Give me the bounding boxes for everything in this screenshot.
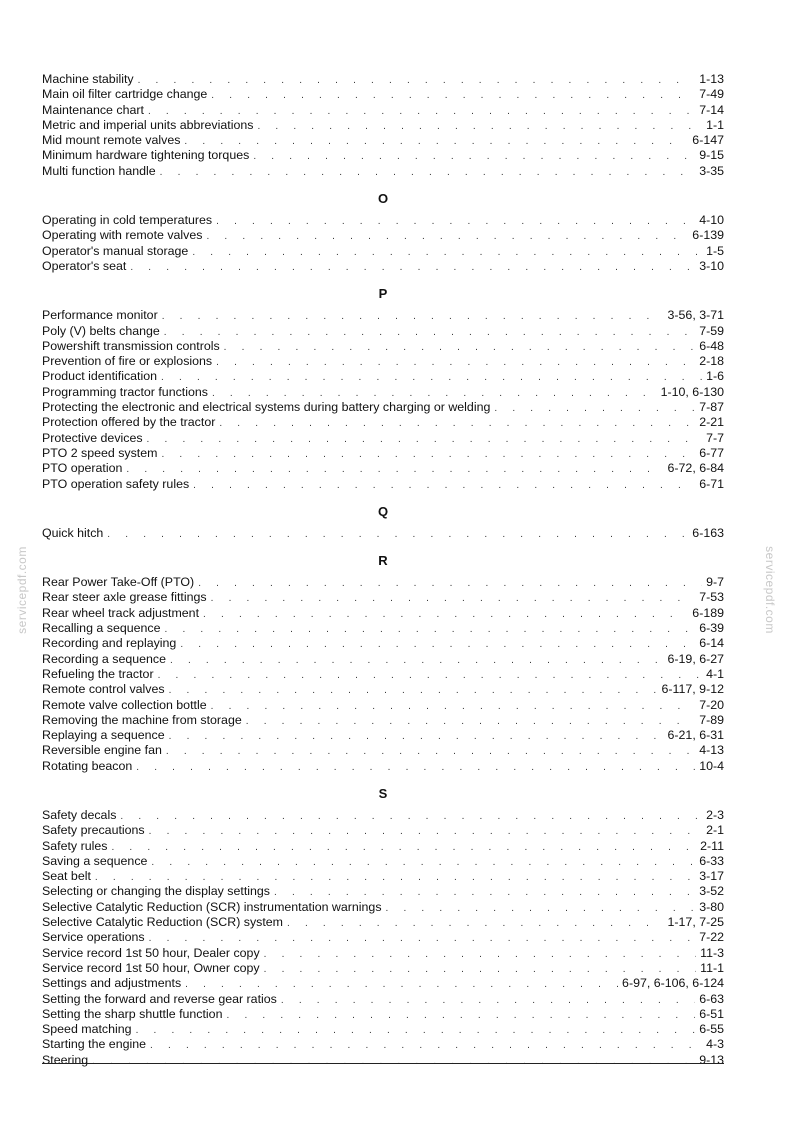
entry-page-numbers: 6-97, 6-106, 6-124	[622, 976, 724, 991]
index-entry	[42, 461, 724, 476]
entry-topic: PTO operation safety rules	[42, 476, 190, 491]
entry-page-numbers: 2-1	[706, 823, 724, 838]
dot-leader	[193, 478, 695, 493]
entry-page-numbers: 6-39	[699, 621, 724, 636]
index-entry	[42, 339, 724, 354]
entry-page-numbers: 3-10	[699, 258, 724, 273]
entry-topic: Operator's manual storage	[42, 243, 189, 258]
entry-page-numbers: 1-1	[706, 117, 724, 132]
index-entry	[42, 400, 724, 415]
index-entry	[42, 385, 724, 400]
index-entry	[42, 590, 724, 605]
entry-topic: Settings and adjustments	[42, 976, 182, 991]
entry-page-numbers: 1-5	[706, 243, 724, 258]
dot-leader	[185, 977, 618, 992]
entry-page-numbers: 4-3	[706, 1037, 724, 1052]
entry-topic: Poly (V) belts change	[42, 323, 160, 338]
section-letter-heading: Q	[377, 503, 389, 519]
entry-topic: Steering	[42, 1052, 89, 1067]
index-entry	[42, 869, 724, 884]
watermark-left: servicepdf.com	[15, 546, 29, 634]
entry-topic: Service record 1st 50 hour, Owner copy	[42, 960, 260, 975]
dot-leader	[219, 416, 695, 431]
entry-page-numbers: 6-21, 6-31	[667, 728, 724, 743]
dot-leader	[158, 668, 703, 683]
dot-leader	[211, 88, 695, 103]
entry-topic: Setting the sharp shuttle function	[42, 1006, 223, 1021]
dot-leader	[162, 309, 664, 324]
entry-topic: Rotating beacon	[42, 758, 133, 773]
entry-topic: Selecting or changing the display settings	[42, 884, 270, 899]
index-entry	[42, 415, 724, 430]
footer-rule	[42, 1063, 724, 1064]
index-section	[42, 504, 724, 541]
entry-page-numbers: 7-20	[699, 697, 724, 712]
index-entry	[42, 992, 724, 1007]
entry-topic: Refueling the tractor	[42, 666, 154, 681]
entry-page-numbers: 3-35	[699, 163, 724, 178]
entry-page-numbers: 9-13	[699, 1052, 724, 1067]
watermark-right: servicepdf.com	[763, 546, 777, 634]
dot-leader	[95, 870, 695, 885]
index-entry	[42, 652, 724, 667]
entry-topic: Removing the machine from storage	[42, 712, 242, 727]
entry-page-numbers: 7-49	[699, 87, 724, 102]
dot-leader	[166, 744, 695, 759]
index-entry	[42, 308, 724, 323]
entry-page-numbers: 6-55	[699, 1022, 724, 1037]
dot-leader	[138, 73, 696, 88]
dot-leader	[253, 149, 695, 164]
entry-topic: Selective Catalytic Reduction (SCR) system	[42, 915, 284, 930]
dot-leader	[203, 607, 688, 622]
index-entry	[42, 930, 724, 945]
index-entry	[42, 961, 724, 976]
index-section	[42, 286, 724, 492]
entry-page-numbers: 6-48	[699, 338, 724, 353]
dot-leader	[211, 591, 696, 606]
section-letter-heading: R	[378, 553, 388, 569]
index-entry	[42, 606, 724, 621]
dot-leader	[136, 1023, 696, 1038]
dot-leader	[216, 214, 695, 229]
entry-topic: PTO 2 speed system	[42, 445, 158, 460]
entry-topic: Product identification	[42, 369, 158, 384]
entry-page-numbers: 6-19, 6-27	[667, 651, 724, 666]
entry-topic: Operating in cold temperatures	[42, 213, 213, 228]
entry-page-numbers: 6-63	[699, 991, 724, 1006]
entry-topic: Metric and imperial units abbreviations	[42, 117, 254, 132]
entry-page-numbers: 6-77	[699, 445, 724, 460]
entry-topic: Selective Catalytic Reduction (SCR) instrumentation warnings	[42, 899, 382, 914]
index-entry	[42, 621, 724, 636]
dot-leader	[160, 165, 696, 180]
entry-page-numbers: 11-1	[700, 960, 724, 975]
index-entry	[42, 259, 724, 274]
index-entry	[42, 103, 724, 118]
entry-page-numbers: 2-3	[706, 807, 724, 822]
index-entry	[42, 431, 724, 446]
index-entry	[42, 244, 724, 259]
dot-leader	[216, 355, 695, 370]
entry-page-numbers: 7-59	[699, 323, 724, 338]
index-section	[42, 191, 724, 274]
dot-leader	[120, 809, 702, 824]
entry-topic: Recording a sequence	[42, 651, 166, 666]
dot-leader	[126, 462, 663, 477]
dot-leader	[246, 714, 695, 729]
entry-topic: Prevention of fire or explosions	[42, 354, 213, 369]
entry-page-numbers: 2-18	[699, 354, 724, 369]
entry-topic: Maintenance chart	[42, 102, 144, 117]
entry-topic: Rear Power Take-Off (PTO)	[42, 575, 195, 590]
index-entry	[42, 682, 724, 697]
index-entry	[42, 1053, 724, 1068]
index-entry	[42, 369, 724, 384]
dot-leader	[264, 947, 696, 962]
dot-leader	[206, 229, 688, 244]
index-content	[42, 72, 724, 1068]
dot-leader	[180, 637, 695, 652]
index-entry	[42, 839, 724, 854]
entry-page-numbers: 6-51	[699, 1006, 724, 1021]
index-entry	[42, 228, 724, 243]
index-section	[42, 786, 724, 1068]
entry-page-numbers: 1-10, 6-130	[660, 384, 724, 399]
entry-page-numbers: 6-71	[699, 476, 724, 491]
entry-topic: Protecting the electronic and electrical systems during battery charging or welding	[42, 400, 491, 415]
entry-topic: Programming tractor functions	[42, 384, 208, 399]
index-entry	[42, 884, 724, 899]
index-entry	[42, 133, 724, 148]
dot-leader	[287, 916, 664, 931]
entry-topic: Safety precautions	[42, 823, 145, 838]
entry-page-numbers: 7-87	[699, 400, 724, 415]
section-letter-heading: O	[377, 191, 389, 207]
entry-topic: PTO operation	[42, 461, 123, 476]
index-entry	[42, 667, 724, 682]
index-section	[42, 72, 724, 179]
entry-page-numbers: 6-117, 9-12	[661, 682, 724, 697]
index-entry	[42, 808, 724, 823]
index-section	[42, 553, 724, 774]
dot-leader	[198, 576, 702, 591]
entry-page-numbers: 6-139	[692, 228, 724, 243]
dot-leader	[111, 840, 696, 855]
dot-leader	[281, 993, 695, 1008]
dot-leader	[149, 931, 696, 946]
entry-page-numbers: 1-17, 7-25	[667, 915, 724, 930]
index-entry	[42, 698, 724, 713]
dot-leader	[161, 370, 702, 385]
entry-page-numbers: 4-1	[706, 666, 724, 681]
entry-page-numbers: 3-17	[699, 869, 724, 884]
section-letter-heading: P	[378, 286, 388, 302]
index-entry	[42, 575, 724, 590]
index-entry	[42, 164, 724, 179]
entry-page-numbers: 9-15	[699, 148, 724, 163]
entry-topic: Saving a sequence	[42, 853, 148, 868]
index-entry	[42, 823, 724, 838]
dot-leader	[264, 962, 696, 977]
entry-topic: Recording and replaying	[42, 636, 177, 651]
index-entry	[42, 118, 724, 133]
entry-topic: Rear wheel track adjustment	[42, 605, 200, 620]
index-entry	[42, 72, 724, 87]
entry-topic: Operator's seat	[42, 258, 127, 273]
entry-topic: Replaying a sequence	[42, 728, 165, 743]
index-entry	[42, 526, 724, 541]
index-entry	[42, 713, 724, 728]
index-entry	[42, 1022, 724, 1037]
dot-leader	[170, 653, 664, 668]
dot-leader	[257, 119, 702, 134]
entry-topic: Remote control valves	[42, 682, 165, 697]
entry-page-numbers: 2-21	[699, 415, 724, 430]
entry-topic: Rear steer axle grease fittings	[42, 590, 207, 605]
entry-page-numbers: 1-13	[699, 72, 724, 86]
dot-leader	[147, 432, 703, 447]
entry-page-numbers: 9-7	[706, 575, 724, 590]
index-entry	[42, 636, 724, 651]
entry-topic: Powershift transmission controls	[42, 338, 220, 353]
entry-topic: Mid mount remote valves	[42, 133, 181, 148]
entry-page-numbers: 7-89	[699, 712, 724, 727]
entry-page-numbers: 10-4	[699, 758, 724, 773]
dot-leader	[192, 245, 702, 260]
dot-leader	[161, 447, 695, 462]
dot-leader	[164, 325, 695, 340]
dot-leader	[164, 622, 695, 637]
entry-topic: Safety rules	[42, 838, 108, 853]
index-entry	[42, 976, 724, 991]
entry-topic: Minimum hardware tightening torques	[42, 148, 250, 163]
entry-page-numbers: 7-53	[699, 590, 724, 605]
entry-page-numbers: 3-80	[699, 899, 724, 914]
dot-leader	[107, 527, 688, 542]
index-entry	[42, 354, 724, 369]
entry-page-numbers: 3-56, 3-71	[667, 308, 724, 323]
index-entry	[42, 946, 724, 961]
entry-page-numbers: 4-10	[699, 213, 724, 228]
entry-topic: Operating with remote valves	[42, 228, 203, 243]
entry-topic: Speed matching	[42, 1022, 132, 1037]
dot-leader	[494, 401, 695, 416]
dot-leader	[92, 1054, 695, 1069]
index-entry	[42, 915, 724, 930]
index-entry	[42, 854, 724, 869]
entry-page-numbers: 6-33	[699, 853, 724, 868]
entry-page-numbers: 6-14	[699, 636, 724, 651]
entry-topic: Protection offered by the tractor	[42, 415, 216, 430]
entry-topic: Quick hitch	[42, 525, 104, 540]
dot-leader	[136, 760, 695, 775]
entry-page-numbers: 2-11	[700, 838, 724, 853]
index-entry	[42, 324, 724, 339]
index-entry	[42, 1037, 724, 1052]
index-entry	[42, 148, 724, 163]
entry-topic: Recalling a sequence	[42, 621, 161, 636]
index-entry	[42, 900, 724, 915]
entry-topic: Seat belt	[42, 869, 91, 884]
dot-leader	[148, 104, 695, 119]
entry-topic: Multi function handle	[42, 163, 156, 178]
dot-leader	[149, 824, 702, 839]
index-entry	[42, 446, 724, 461]
entry-page-numbers: 7-7	[706, 430, 724, 445]
entry-topic: Main oil filter cartridge change	[42, 87, 208, 102]
dot-leader	[169, 683, 658, 698]
entry-topic: Service operations	[42, 930, 145, 945]
entry-page-numbers: 6-72, 6-84	[667, 461, 724, 476]
entry-topic: Machine stability	[42, 72, 134, 86]
section-letter-heading: S	[378, 785, 388, 801]
entry-topic: Starting the engine	[42, 1037, 147, 1052]
entry-page-numbers: 6-163	[692, 525, 724, 540]
dot-leader	[386, 901, 696, 916]
index-entry	[42, 743, 724, 758]
entry-page-numbers: 6-147	[692, 133, 724, 148]
entry-topic: Reversible engine fan	[42, 743, 162, 758]
entry-page-numbers: 4-13	[699, 743, 724, 758]
index-entry	[42, 87, 724, 102]
dot-leader	[211, 699, 696, 714]
index-entry	[42, 477, 724, 492]
index-entry	[42, 213, 724, 228]
dot-leader	[224, 340, 696, 355]
entry-page-numbers: 7-14	[699, 102, 724, 117]
entry-page-numbers: 11-3	[700, 945, 724, 960]
dot-leader	[226, 1008, 695, 1023]
entry-topic: Safety decals	[42, 807, 117, 822]
dot-leader	[184, 134, 688, 149]
entry-page-numbers: 3-52	[699, 884, 724, 899]
entry-topic: Service record 1st 50 hour, Dealer copy	[42, 945, 260, 960]
entry-page-numbers: 7-22	[699, 930, 724, 945]
dot-leader	[274, 885, 695, 900]
entry-page-numbers: 1-6	[706, 369, 724, 384]
dot-leader	[212, 386, 657, 401]
index-entry	[42, 1007, 724, 1022]
dot-leader	[130, 260, 695, 275]
dot-leader	[150, 1038, 702, 1053]
entry-topic: Performance monitor	[42, 308, 158, 323]
entry-topic: Setting the forward and reverse gear ratios	[42, 991, 277, 1006]
entry-topic: Remote valve collection bottle	[42, 697, 207, 712]
dot-leader	[169, 729, 664, 744]
index-entry	[42, 759, 724, 774]
dot-leader	[151, 855, 695, 870]
index-entry	[42, 728, 724, 743]
entry-topic: Protective devices	[42, 430, 143, 445]
entry-page-numbers: 6-189	[692, 605, 724, 620]
